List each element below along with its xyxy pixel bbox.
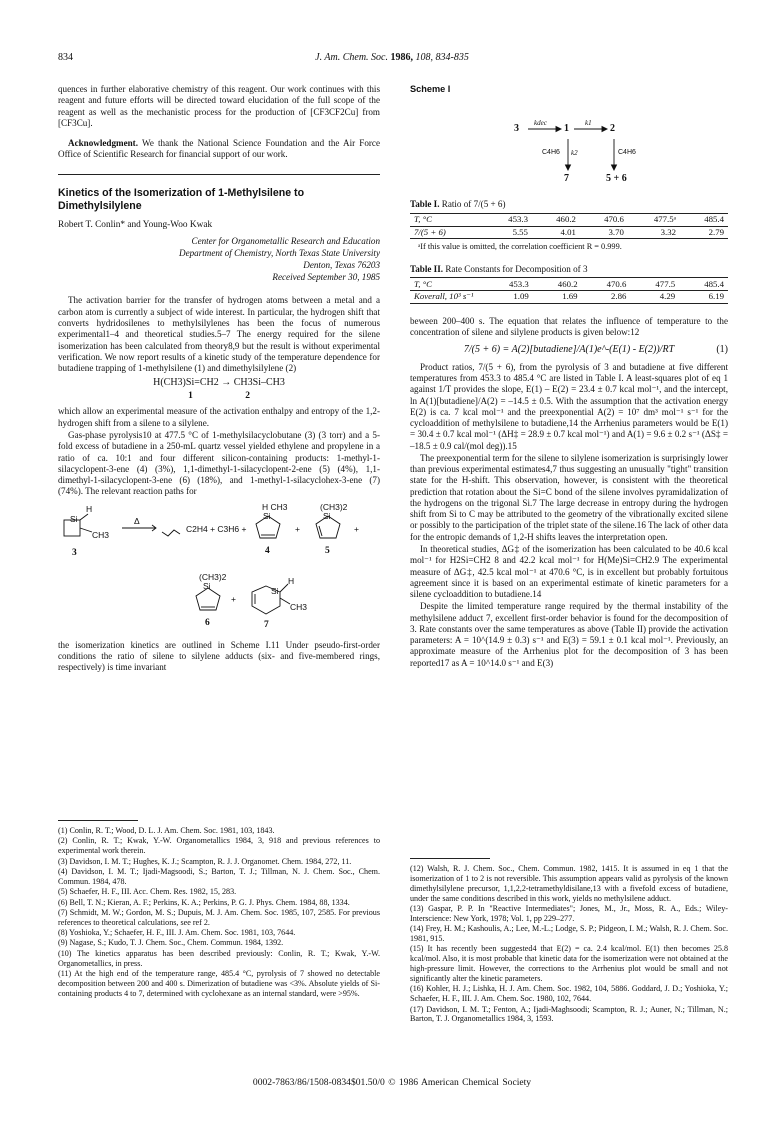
table-cell: 7/(5 + 6) xyxy=(410,226,484,239)
table-cell: 4.01 xyxy=(532,226,580,239)
scheme-arrows xyxy=(410,99,728,189)
h-label-7: H xyxy=(288,575,295,586)
compound-6-number: 6 xyxy=(205,617,210,628)
acknowledgment xyxy=(58,138,380,161)
ack-text: We thank the National Science Foundation and the Air Force Office of Scientific Research for financial support of our work. xyxy=(58,138,381,160)
footnote: (7) Schmidt, M. W.; Gordon, M. S.; Dupuis, M. J. Am. Chem. Soc. 1985, 107, 2585. For previous references to theoretical calculations, see ref 2. xyxy=(58,907,380,927)
scheme-node-1: 1 xyxy=(564,123,569,135)
affiliation-line-2: Department of Chemistry, North Texas State University xyxy=(179,248,380,259)
table-1-title: Ratio of 7/(5 + 6) xyxy=(441,199,506,210)
table-cell: 470.6 xyxy=(582,278,631,291)
h-ch3-label-4: H CH3 xyxy=(262,501,288,512)
propylene-skeleton xyxy=(162,530,180,536)
section-divider xyxy=(58,174,380,175)
page-number: 834 xyxy=(58,52,73,63)
right-paragraph-5: Despite the limited temperature range required by the thermal instability of the methylsilene adduct 7, excellent first-order behavior is found for the decomposition of 3. Rate constants over the same temperatures as above (Table II) provide the activation parameters: A = 10^(14.9 ± 0.3) s⁻¹ and E(3) = 59.1 ± 0.1 kcal mol⁻¹. Previously, an approximate measure of the Arrhenius plot for the decomposition of 3 has been reported17 as A = 10^14.0 s⁻¹ and E(3) xyxy=(410,601,728,668)
running-header xyxy=(58,52,726,66)
table-1 xyxy=(410,213,728,240)
table-cell: 477.5ᵃ xyxy=(628,213,680,226)
table-cell: 460.2 xyxy=(533,278,582,291)
left-column xyxy=(58,84,380,674)
body-paragraph-2: which allow an experimental measure of the activation enthalpy and entropy of the 1,2-hydrogen shift from a silene to a silylene. xyxy=(58,406,380,428)
journal-citation xyxy=(58,52,726,64)
table-cell: T, °C xyxy=(410,213,484,226)
footnote: (5) Schaefer, H. F., III. Acc. Chem. Res. 1982, 15, 283. xyxy=(58,887,237,897)
table-cell: 5.55 xyxy=(484,226,532,239)
ch3-label-3: CH3 xyxy=(92,529,110,540)
compound-7-number: 7 xyxy=(264,619,269,630)
compound-3-number: 3 xyxy=(72,547,77,558)
ring-7-si-ch3-bond xyxy=(280,598,290,604)
right-paragraph-1: beween 200–400 s. The equation that relates the influence of temperature to the concentration of silene and silylene products is given below:12 xyxy=(410,315,728,338)
footnote-rule xyxy=(410,858,490,859)
table-cell: 3.70 xyxy=(580,226,628,239)
right-paragraph-3: The preexponential term for the silene to silylene isomerization is surprisingly lower than previous experimental estimates4,7 thus suggesting an unusually "tight" transition state for the H-shift. This observation, however, is consistent with the theoretical prediction that rotation about the Si=C bond of the silene involves pyramidalization of the hydrogens on the trigonal Si.7 The large decrease in entropy during the hydrogen shift from Si to C may be attributed to the geometry of the vibrationally excited silene or possibly to the participation of the triplet state of the silene.16 The lack of other data for the entropic demands of 1,2-H shifts leaves the interpretation open. xyxy=(410,452,728,542)
si-label-7: Si xyxy=(271,585,279,596)
plus-2: + xyxy=(354,523,359,534)
footnote: (13) Gaspar, P. P. In "Reactive Intermediates"; Jones, M., Jr., Moss, R. A., Eds.; Wiley-Interscience: New York, 1978; Vol. 1, pp 229–277. xyxy=(410,903,728,923)
si-ch3-bond xyxy=(80,528,92,532)
compound-5-number: 5 xyxy=(325,545,330,556)
scheme-node-5-6: 5 + 6 xyxy=(606,173,627,185)
table-cell: 453.3 xyxy=(484,213,532,226)
reaction-equation: H(CH3)Si=CH2 → CH3Si–CH3 xyxy=(153,377,285,389)
ch3-label-7: CH3 xyxy=(290,601,308,612)
body-paragraph-4: the isomerization kinetics are outlined in Scheme I.11 Under pseudo-first-order conditions the ratio of silene to silylene adducts (six- and five-membered rings, respectively) is time invariant xyxy=(58,639,380,673)
right-paragraph-4: In theoretical studies, ΔG‡ of the isomerization has been calculated to be 40.6 kcal mol⁻¹ for H2Si=CH2 8 and 42.2 kcal mol⁻¹ for H(Me)Si=CH2.9 The experimental measure of ΔG‡, 42.5 kcal mol⁻¹ at 470.6 °C, is in excellent but probably fortuitous agreement since it is based on an experimental estimate of kinetic parameters for a silene cycloaddition to butadiene.14 xyxy=(410,544,728,600)
scheme-title: Scheme I xyxy=(410,84,451,94)
scheme-node-3: 3 xyxy=(514,123,519,135)
equation-1 xyxy=(410,344,728,356)
page-footer: 0002-7863/86/1508-0834$01.50/0 © 1986 American Chemical Society xyxy=(252,1077,532,1088)
scheme-I xyxy=(410,99,728,189)
table-cell: 2.86 xyxy=(582,290,631,303)
footnote-rule xyxy=(58,820,138,821)
ack-label: Acknowledgment. xyxy=(68,138,138,149)
table-2-label: Table II. xyxy=(410,263,444,274)
k-dec-label: kdec xyxy=(534,119,547,128)
table-cell: 485.4 xyxy=(680,213,728,226)
footnote: (8) Yoshioka, Y.; Schaefer, H. F., III. J. Am. Chem. Soc. 1981, 103, 7644. xyxy=(58,928,296,938)
si-label-3: Si xyxy=(70,513,78,524)
plus-1: + xyxy=(295,523,300,534)
equation-text: 7/(5 + 6) = A(2)[butadiene]/A(1)e^-(E(1) - E(2))/RT xyxy=(463,344,675,356)
table-cell: 470.6 xyxy=(580,213,628,226)
table-cell: 485.4 xyxy=(679,278,728,291)
footnote: (10) The kinetics apparatus has been described previously: Conlin, R. T.; Kwak, Y.-W. Organometallics, in press. xyxy=(58,948,380,968)
affiliation xyxy=(58,236,380,283)
body-paragraph-3: Gas-phase pyrolysis10 at 477.5 °C of 1-methylsilacyclobutane (3) (3 torr) and a 5-fold excess of butadiene in a 250-mL quartz vessel yielded ethylene and propylene in a ratio of ca. 10:1 and four different silicon-containing products: 1-methyl-1-silacyclopent-3-ene (4) (3%), 1,1-dimethyl-1-silacyclopent-2-ene (5) (4%), 1,1-dimethyl-1-silacyclopent-3-ene (6) (18%), and 1-methyl-1-silacyclohex-3-ene (7) (74%). The relevant reaction paths for xyxy=(58,430,380,497)
table-2 xyxy=(410,277,728,304)
k1-label: k1 xyxy=(585,119,592,128)
footnote: (12) Walsh, R. J. Chem. Soc., Chem. Commun. 1982, 1415. It is assumed in eq 1 that the isomerization of 1 to 2 is not reversible. This assumption appears valid as pyrolysis of the known dimethylsilylene precursor, 1,1,2,2-tetramethyldisilane,13 with a fivefold excess of butadiene, under the same conditions described in this work, yields no methylsilene adduct. xyxy=(410,864,728,903)
table-row xyxy=(410,226,728,239)
table-cell: 3.32 xyxy=(628,226,680,239)
reaction-figure xyxy=(58,502,380,634)
footnote: (9) Nagase, S.; Kudo, T. J. Chem. Soc., Chem. Commun. 1984, 1392. xyxy=(58,938,284,948)
delta-label: Δ xyxy=(134,515,140,526)
byproducts-label: C2H4 + C3H6 + xyxy=(186,523,247,534)
journal-name: J. Am. Chem. Soc. xyxy=(315,52,388,63)
reaction-labels: 1 2 xyxy=(188,390,250,401)
c4h6-label-right: C4H6 xyxy=(618,149,636,157)
footnote: (2) Conlin, R. T.; Kwak, Y.-W. Organometallics 1984, 3, 918 and previous references to experimental work therein. xyxy=(58,836,380,856)
table-cell: Koverall, 10³ s⁻¹ xyxy=(410,290,484,303)
table-row xyxy=(410,278,728,291)
table-cell: 453.3 xyxy=(484,278,533,291)
ring-7-si-h-bond xyxy=(280,584,288,592)
footnote: (11) At the high end of the temperature range, 485.4 °C, pyrolysis of 7 showed no detectable decomposition between 200 and 400 s. Dimerization of butadiene was <3%. Absolute yields of Si-containing products 4 to 7, determined with cyclohexane as an internal standard, were >95%. xyxy=(58,969,380,998)
footnote: (4) Davidson, I. M. T.; Ijadi-Magsoodi, S.; Barton, T. J.; Tillman, N. J. Chem. Soc., Chem. Commun. 1984, 478. xyxy=(58,866,380,886)
scheme-node-7: 7 xyxy=(564,173,569,185)
left-footnotes xyxy=(58,820,380,999)
article-title: Kinetics of the Isomerization of 1-Methylsilene to Dimethylsilylene xyxy=(58,186,305,213)
table-cell: 2.79 xyxy=(680,226,728,239)
right-footnotes xyxy=(410,858,728,1025)
compound-4-number: 4 xyxy=(265,545,270,556)
table-1-caption xyxy=(410,199,728,210)
intro-paragraph: quences in further elaborative chemistry of this reagent. Our work continues with this reagent and future efforts will be directed toward elucidation of the full scope of the reagent as well as the mechanistic process for the production of [CF3CF2Cu] from [CF3Cu]. xyxy=(58,84,380,128)
table-2-caption xyxy=(410,264,728,275)
table-1-footnote: ᵃIf this value is omitted, the correlation coefficient R = 0.999. xyxy=(418,242,622,252)
equation-number: (1) xyxy=(716,344,728,356)
table-cell: 460.2 xyxy=(532,213,580,226)
table-row xyxy=(410,213,728,226)
table-1-label: Table I. xyxy=(410,199,440,210)
si-h-bond xyxy=(80,514,88,520)
plus-3: + xyxy=(231,593,236,604)
right-paragraph-2: Product ratios, 7/(5 + 6), from the pyrolysis of 3 and butadiene at five different temperatures from 453.3 to 485.4 °C are listed in Table I. A least-squares plot of eq 1 against 1/T provides the slope, E(1) – E(2) = 23.4 ± 0.7 kcal mol⁻¹, and the intercept, ln A(1)[butadiene]/A(2) = –14.5 ± 0.5. With the assumption that the activation energy E(2) is ca. 7 kcal mol⁻¹ and the preexponential A(2) = 10⁷ dm³ mol⁻¹ s⁻¹ for the cycloaddition of methylsilene to butadiene,14 the Arrhenius parameters would be E(1) = 30.4 ± 0.7 kcal mol⁻¹ (ΔH‡ = 28.9 ± 0.7 kcal mol⁻¹) and A(1) = 9.6 ± 0.2 s⁻¹ (ΔS‡ = –18.5 ± 0.9 cal/(mol deg)).15 xyxy=(410,361,728,451)
si-label-5: Si xyxy=(323,510,331,521)
table-cell: 6.19 xyxy=(679,290,728,303)
journal-year: 1986, xyxy=(390,52,413,63)
affiliation-line-3: Denton, Texas 76203 xyxy=(303,259,380,270)
table-row xyxy=(410,290,728,303)
footnote: (15) It has recently been suggested4 that E(2) = ca. 2.4 kcal/mol. E(1) then becomes 25.8 kcal/mol. Also, it is most probable that kinetic data for the isomerization were not obtained at the high-pressure limit. However, the corrections to the Arrhenius plot would be small and not significantly alter the kinetic parameters. xyxy=(410,944,728,983)
table-cell: T, °C xyxy=(410,278,484,291)
body-paragraph-1: The activation barrier for the transfer of hydrogen atoms between a metal and a carbon atom is currently a subject of wide interest. In particular, the hydrogen shift that converts hydridosilenes to methylsilylenes has been the focus of numerous experimental1–4 and theoretical studies.5–7 The energy required for the silene isomerization has been calculated from theory8,9 but the result is without experimental verification. We now report results of a kinetic study of the temperature dependence for butadiene trapping of 1-methylsilene (1) and dimethylsilylene (2) xyxy=(58,295,380,374)
k2-label: k2 xyxy=(571,149,578,158)
table-cell: 1.09 xyxy=(484,290,533,303)
c4h6-label-left: C4H6 xyxy=(542,149,560,157)
si-label-4: Si xyxy=(263,510,271,521)
right-column xyxy=(410,84,728,670)
received-date: Received September 30, 1985 xyxy=(272,271,380,282)
h-label-3: H xyxy=(86,503,93,514)
footnote: (6) Bell, T. N.; Kieran, A. F.; Perkins, K. A.; Perkins, P. G. J. Phys. Chem. 1984, 88, 1334. xyxy=(58,897,350,907)
table-cell: 4.29 xyxy=(630,290,679,303)
table-cell: 1.69 xyxy=(533,290,582,303)
table-cell: 477.5 xyxy=(630,278,679,291)
me2-label-6: (CH3)2 xyxy=(199,571,227,582)
table-2-title: Rate Constants for Decomposition of 3 xyxy=(445,263,588,274)
authors: Robert T. Conlin* and Young-Woo Kwak xyxy=(58,219,213,230)
footnote: (17) Davidson, I. M. T.; Fenton, A.; Ijadi-Maghsoodi; Scampton, R. J.; Auner, N.; Tillman, N.; Barton, T. J. Organometallics 1984, 3, 1593. xyxy=(410,1004,728,1024)
scheme-node-2: 2 xyxy=(610,123,615,135)
si-label-6: Si xyxy=(203,580,211,591)
footnote: (1) Conlin, R. T.; Wood, D. L. J. Am. Chem. Soc. 1981, 103, 1843. xyxy=(58,826,275,835)
me2-label-5: (CH3)2 xyxy=(320,501,348,512)
footnote: (14) Frey, H. M.; Kashoulis, A.; Lee, M.-L.; Lodge, S. P.; Pidgeon, I. M.; Walsh, R. J. Chem. Soc. 1981, 915. xyxy=(410,924,728,944)
footnote: (3) Davidson, I. M. T.; Hughes, K. J.; Scampton, R. J. J. Organomet. Chem. 1984, 272, 11. xyxy=(58,856,352,866)
affiliation-line-1: Center for Organometallic Research and Education xyxy=(191,236,380,247)
footnote: (16) Kohler, H. J.; Lishka, H. J. Am. Chem. Soc. 1982, 104, 5886. Goddard, J. D.; Yoshioka, Y.; Schaefer, H. F., III. J. Am. Chem. Soc. 1980, 102, 7644. xyxy=(410,984,728,1004)
journal-volume-pages: 108, 834-835 xyxy=(415,52,469,63)
reaction-structures xyxy=(58,502,380,634)
